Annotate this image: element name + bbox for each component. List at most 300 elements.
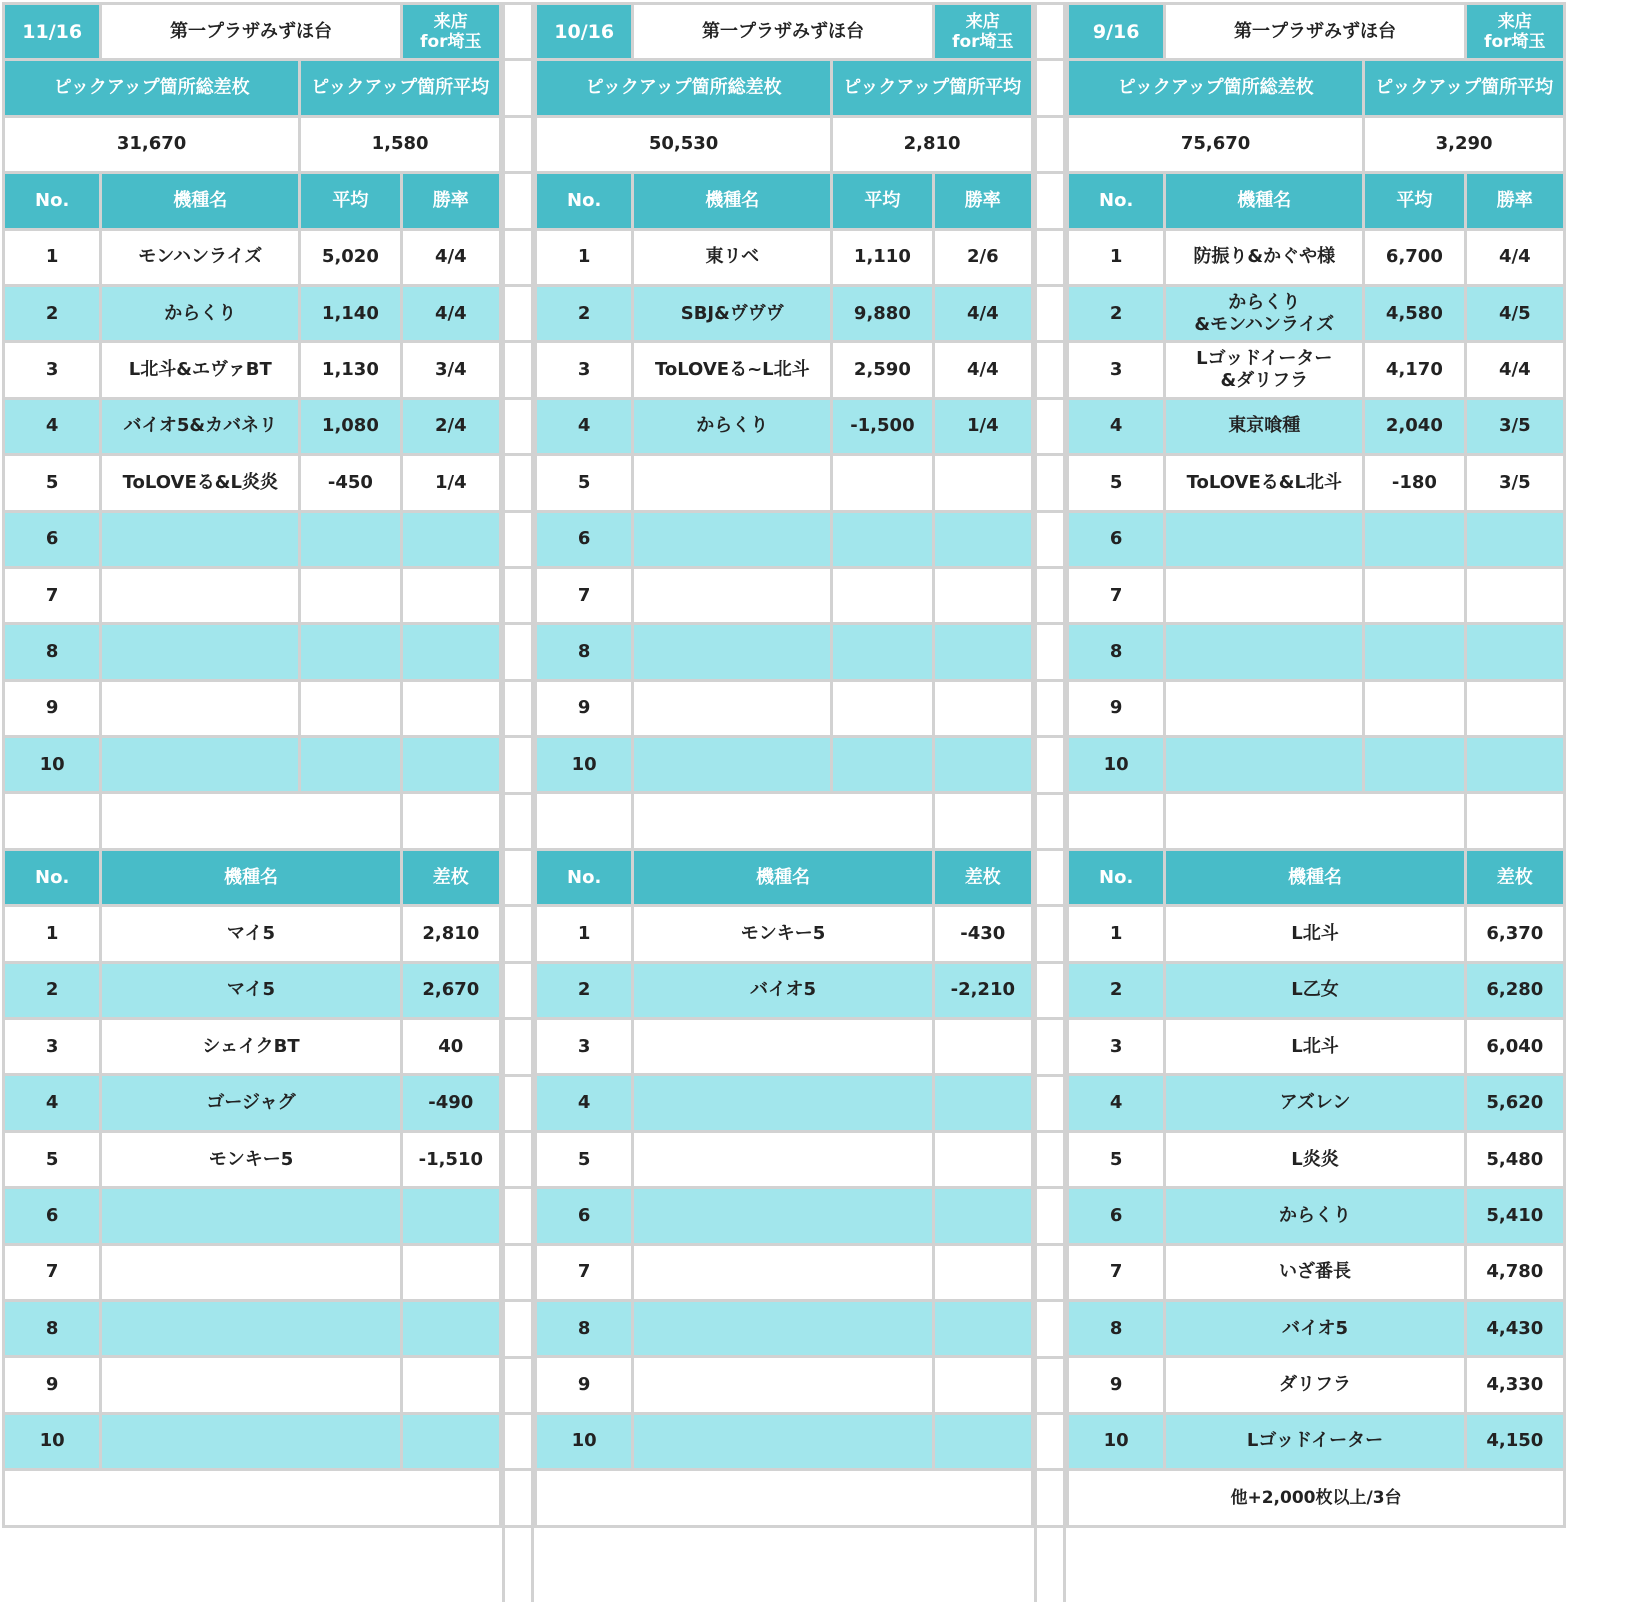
pickup-winrate [933, 511, 1032, 567]
pickup-no: 1 [4, 229, 101, 285]
pickup-row [536, 511, 1033, 567]
machine-no: 3 [536, 1019, 633, 1075]
pickup-no: 9 [1068, 680, 1165, 736]
pickup-average [300, 567, 401, 623]
column-header-winrate: 勝率 [401, 173, 500, 229]
machine-diff: 5,410 [1465, 1188, 1564, 1244]
machine-diff: -430 [933, 906, 1032, 962]
footer-note [536, 1470, 1033, 1526]
pickup-average [832, 455, 933, 511]
machine-header-row [4, 849, 501, 905]
pickup-model-name: 東京喰種 [1165, 398, 1364, 454]
pickup-no: 2 [4, 285, 101, 341]
machine-model-name [633, 1300, 933, 1356]
pickup-no: 4 [536, 398, 633, 454]
gap-divider [505, 961, 531, 964]
total-label: ピックアップ箇所総差枚 [4, 60, 300, 116]
pickup-model-name [633, 737, 832, 793]
pickup-average [300, 511, 401, 567]
pickup-winrate [401, 737, 500, 793]
gap-divider [505, 566, 531, 569]
pickup-model-name [1165, 680, 1364, 736]
store-name: 第一プラザみずほ台 [1165, 4, 1465, 60]
date-cell: 10/16 [536, 4, 633, 60]
gap-divider [505, 1468, 531, 1471]
footer-row [536, 1470, 1033, 1526]
pickup-model-name [633, 680, 832, 736]
summary-value-row [1068, 116, 1565, 172]
pickup-no: 8 [1068, 624, 1165, 680]
pickup-row [4, 285, 501, 341]
gap-divider [505, 228, 531, 231]
gap-divider [1037, 510, 1063, 513]
pickup-row [1068, 342, 1565, 398]
gap-divider [505, 1186, 531, 1189]
pickup-row [1068, 624, 1565, 680]
machine-diff: 4,150 [1465, 1413, 1564, 1469]
machine-model-name [101, 1413, 401, 1469]
pickup-model-name: バイオ5&カバネリ [101, 398, 300, 454]
machine-row [536, 1244, 1033, 1300]
machine-diff [401, 1244, 500, 1300]
machine-model-name: L乙女 [1165, 962, 1465, 1018]
pickup-no: 3 [1068, 342, 1165, 398]
pickup-model-name: モンハンライズ [101, 229, 300, 285]
pickup-winrate [933, 567, 1032, 623]
gap-divider [1037, 1299, 1063, 1302]
footer-row [4, 1470, 501, 1526]
machine-no: 4 [536, 1075, 633, 1131]
machine-model-name [633, 1357, 933, 1413]
pickup-average: 2,590 [832, 342, 933, 398]
column-header-diff: 差枚 [1465, 849, 1564, 905]
pickup-row [4, 455, 501, 511]
machine-no: 3 [1068, 1019, 1165, 1075]
gap-divider [505, 340, 531, 343]
report-table [1066, 2, 1566, 1528]
column-header-model: 機種名 [633, 849, 933, 905]
column-header-no: No. [4, 849, 101, 905]
pickup-winrate [1465, 567, 1564, 623]
pickup-winrate: 3/5 [1465, 455, 1564, 511]
blank-cell [1068, 793, 1165, 849]
pickup-row [1068, 680, 1565, 736]
machine-row [536, 1188, 1033, 1244]
date-cell: 9/16 [1068, 4, 1165, 60]
pickup-winrate: 4/4 [401, 285, 500, 341]
pickup-row [4, 511, 501, 567]
gap-divider [1037, 679, 1063, 682]
machine-model-name: バイオ5 [1165, 1300, 1465, 1356]
machine-row [4, 1300, 501, 1356]
pickup-average: 5,020 [300, 229, 401, 285]
machine-row [4, 1019, 501, 1075]
pickup-row [536, 455, 1033, 511]
machine-model-name: Lゴッドイーター [1165, 1413, 1465, 1469]
pickup-winrate: 4/4 [933, 342, 1032, 398]
machine-model-name: モンキー5 [101, 1131, 401, 1187]
pickup-average: 4,580 [1364, 285, 1465, 341]
column-header-winrate: 勝率 [1465, 173, 1564, 229]
visit-line: for埼玉 [1484, 31, 1546, 52]
machine-row [536, 906, 1033, 962]
gap-divider [1037, 961, 1063, 964]
pickup-winrate: 4/4 [933, 285, 1032, 341]
machine-row [1068, 1357, 1565, 1413]
machine-no: 5 [1068, 1131, 1165, 1187]
column-header-avg: 平均 [300, 173, 401, 229]
pickup-average: 1,130 [300, 342, 401, 398]
summary-header-row [4, 60, 501, 116]
pickup-model-name [101, 737, 300, 793]
column-header-winrate: 勝率 [933, 173, 1032, 229]
column-header-no: No. [1068, 849, 1165, 905]
machine-row [4, 1357, 501, 1413]
pickup-average [832, 680, 933, 736]
machine-no: 10 [4, 1413, 101, 1469]
gap-divider [505, 171, 531, 174]
summary-header-row [1068, 60, 1565, 116]
footer-note: 他+2,000枚以上/3台 [1068, 1470, 1565, 1526]
machine-model-name: シェイクBT [101, 1019, 401, 1075]
title-row [4, 4, 501, 60]
pickup-row [536, 342, 1033, 398]
pickup-model-name [633, 567, 832, 623]
pickup-winrate: 3/4 [401, 342, 500, 398]
machine-header-row [536, 849, 1033, 905]
machine-model-name: マイ5 [101, 962, 401, 1018]
machine-model-name [101, 1188, 401, 1244]
machine-diff [933, 1300, 1032, 1356]
machine-row [536, 1357, 1033, 1413]
machine-row [536, 962, 1033, 1018]
machine-diff: 5,620 [1465, 1075, 1564, 1131]
total-value: 31,670 [4, 116, 300, 172]
machine-diff: 6,040 [1465, 1019, 1564, 1075]
average-value: 2,810 [832, 116, 1033, 172]
gap-divider [1037, 735, 1063, 738]
gap-divider [505, 1356, 531, 1359]
machine-model-name [633, 1075, 933, 1131]
pickup-winrate [1465, 680, 1564, 736]
visit-line: 来店 [965, 11, 1000, 32]
machine-no: 6 [1068, 1188, 1165, 1244]
pickup-row [4, 624, 501, 680]
machine-row [536, 1019, 1033, 1075]
machine-diff: 2,670 [401, 962, 500, 1018]
machine-diff: 6,280 [1465, 962, 1564, 1018]
machine-model-name [633, 1131, 933, 1187]
pickup-model-name: Lゴッドイーター &ダリフラ [1165, 342, 1364, 398]
blank-row [4, 793, 501, 849]
pickup-row [4, 229, 501, 285]
machine-no: 6 [536, 1188, 633, 1244]
pickup-average [300, 624, 401, 680]
pickup-no: 6 [1068, 511, 1165, 567]
summary-value-row [4, 116, 501, 172]
pickup-average [832, 737, 933, 793]
pickup-no: 8 [536, 624, 633, 680]
machine-diff [933, 1357, 1032, 1413]
gap-divider [505, 58, 531, 61]
gap-divider [505, 510, 531, 513]
column-header-model: 機種名 [101, 849, 401, 905]
machine-diff [933, 1188, 1032, 1244]
pickup-no: 7 [4, 567, 101, 623]
pickup-model-name [101, 624, 300, 680]
machine-diff: 4,330 [1465, 1357, 1564, 1413]
pickup-winrate: 4/5 [1465, 285, 1564, 341]
machine-diff: 6,370 [1465, 906, 1564, 962]
machine-model-name [101, 1244, 401, 1300]
machine-diff: 4,430 [1465, 1300, 1564, 1356]
gap-divider [505, 679, 531, 682]
pickup-model-name: ToLOVEる&L北斗 [1165, 455, 1364, 511]
gap-divider [1037, 228, 1063, 231]
machine-row [1068, 906, 1565, 962]
average-label: ピックアップ箇所平均 [1364, 60, 1565, 116]
machine-row [1068, 1300, 1565, 1356]
pickup-average: -450 [300, 455, 401, 511]
pickup-model-name [1165, 567, 1364, 623]
pickup-row [1068, 398, 1565, 454]
visit-tag [1465, 4, 1564, 60]
pickup-model-name: からくり [633, 398, 832, 454]
machine-no: 10 [1068, 1413, 1165, 1469]
machine-no: 7 [1068, 1244, 1165, 1300]
pickup-average: -1,500 [832, 398, 933, 454]
pickup-winrate: 4/4 [401, 229, 500, 285]
total-label: ピックアップ箇所総差枚 [536, 60, 832, 116]
pickup-average [1364, 680, 1465, 736]
machine-diff: -2,210 [933, 962, 1032, 1018]
gap-divider [1037, 1412, 1063, 1415]
machine-diff: 5,480 [1465, 1131, 1564, 1187]
pickup-average: 4,170 [1364, 342, 1465, 398]
gap-divider [1037, 904, 1063, 907]
pickup-model-name: 防振り&かぐや様 [1165, 229, 1364, 285]
pickup-no: 6 [536, 511, 633, 567]
column-header-no: No. [536, 173, 633, 229]
summary-value-row [536, 116, 1033, 172]
machine-no: 1 [1068, 906, 1165, 962]
blank-cell [633, 793, 933, 849]
machine-no: 1 [536, 906, 633, 962]
machine-diff [401, 1188, 500, 1244]
pickup-no: 4 [1068, 398, 1165, 454]
column-header-no: No. [536, 849, 633, 905]
machine-no: 8 [1068, 1300, 1165, 1356]
column-header-model: 機種名 [101, 173, 300, 229]
pickup-average: 9,880 [832, 285, 933, 341]
machine-diff: -1,510 [401, 1131, 500, 1187]
gap-divider [1037, 1130, 1063, 1133]
gap-divider [1037, 1186, 1063, 1189]
pickup-no: 3 [4, 342, 101, 398]
pickup-no: 9 [536, 680, 633, 736]
machine-model-name [633, 1019, 933, 1075]
pickup-model-name [633, 511, 832, 567]
gap-divider [1037, 1468, 1063, 1471]
pickup-row [1068, 455, 1565, 511]
pickup-average: 1,080 [300, 398, 401, 454]
gap-divider [505, 115, 531, 118]
machine-header-row [1068, 849, 1565, 905]
column-header-model: 機種名 [1165, 849, 1465, 905]
machine-no: 9 [1068, 1357, 1165, 1413]
machine-row [4, 1244, 501, 1300]
machine-model-name [101, 1300, 401, 1356]
pickup-average: 1,140 [300, 285, 401, 341]
average-value: 1,580 [300, 116, 501, 172]
pickup-model-name: ToLOVEる&L炎炎 [101, 455, 300, 511]
pickup-model-name [1165, 511, 1364, 567]
pickup-winrate: 1/4 [401, 455, 500, 511]
machine-diff [933, 1019, 1032, 1075]
gap-divider [1037, 566, 1063, 569]
machine-row [4, 962, 501, 1018]
machine-no: 3 [4, 1019, 101, 1075]
machine-row [1068, 1413, 1565, 1469]
blank-row [1068, 793, 1565, 849]
machine-row [4, 1188, 501, 1244]
pickup-row [536, 229, 1033, 285]
pickup-average: 2,040 [1364, 398, 1465, 454]
pickup-winrate [1465, 737, 1564, 793]
machine-no: 2 [4, 962, 101, 1018]
pickup-average [300, 737, 401, 793]
blank-row [536, 793, 1033, 849]
pickup-no: 5 [536, 455, 633, 511]
pickup-no: 2 [536, 285, 633, 341]
pickup-row [1068, 285, 1565, 341]
pickup-no: 5 [4, 455, 101, 511]
gap-divider [1037, 340, 1063, 343]
pickup-winrate: 3/5 [1465, 398, 1564, 454]
blank-cell [1165, 793, 1465, 849]
report-table [534, 2, 1034, 1528]
pickup-no: 6 [4, 511, 101, 567]
gap-divider [505, 735, 531, 738]
pickup-average [1364, 567, 1465, 623]
title-row [1068, 4, 1565, 60]
pickup-winrate [401, 567, 500, 623]
machine-model-name [633, 1413, 933, 1469]
pickup-winrate [1465, 511, 1564, 567]
report-panel-0 [2, 2, 502, 1528]
gap-divider [1037, 1017, 1063, 1020]
pickup-row [536, 567, 1033, 623]
pickup-no: 2 [1068, 285, 1165, 341]
machine-row [1068, 1244, 1565, 1300]
pickup-row [4, 680, 501, 736]
machine-model-name: L炎炎 [1165, 1131, 1465, 1187]
machine-model-name [633, 1188, 933, 1244]
pickup-model-name [1165, 624, 1364, 680]
pickup-no: 1 [1068, 229, 1165, 285]
machine-no: 9 [4, 1357, 101, 1413]
blank-cell [536, 793, 633, 849]
average-label: ピックアップ箇所平均 [832, 60, 1033, 116]
machine-diff: 2,810 [401, 906, 500, 962]
pickup-no: 1 [536, 229, 633, 285]
pickup-no: 7 [536, 567, 633, 623]
column-header-no: No. [4, 173, 101, 229]
pickup-header-row [1068, 173, 1565, 229]
pickup-average [832, 624, 933, 680]
machine-no: 4 [1068, 1075, 1165, 1131]
pickup-model-name [101, 511, 300, 567]
pickup-average: -180 [1364, 455, 1465, 511]
average-value: 3,290 [1364, 116, 1565, 172]
footer-note [4, 1470, 501, 1526]
pickup-average: 1,110 [832, 229, 933, 285]
pickup-model-name [1165, 737, 1364, 793]
pickup-winrate: 4/4 [1465, 342, 1564, 398]
gap-divider [505, 1299, 531, 1302]
gap-divider [505, 453, 531, 456]
report-panel-1 [534, 2, 1034, 1528]
machine-diff [401, 1300, 500, 1356]
gap-divider [505, 2, 531, 5]
pickup-no: 8 [4, 624, 101, 680]
gap-divider [1037, 1243, 1063, 1246]
pickup-winrate [401, 680, 500, 736]
pickup-average [1364, 737, 1465, 793]
blank-cell [101, 793, 401, 849]
pickup-row [1068, 737, 1565, 793]
gap-divider [1037, 2, 1063, 5]
visit-tag [933, 4, 1032, 60]
machine-model-name: ゴージャグ [101, 1075, 401, 1131]
machine-model-name [633, 1244, 933, 1300]
machine-model-name: モンキー5 [633, 906, 933, 962]
gap-divider [1037, 792, 1063, 795]
pickup-winrate: 2/4 [401, 398, 500, 454]
machine-row [536, 1413, 1033, 1469]
gap-divider [505, 284, 531, 287]
machine-model-name [101, 1357, 401, 1413]
total-value: 50,530 [536, 116, 832, 172]
pickup-winrate [1465, 624, 1564, 680]
machine-model-name: ダリフラ [1165, 1357, 1465, 1413]
pickup-winrate: 2/6 [933, 229, 1032, 285]
pickup-model-name: からくり [101, 285, 300, 341]
pickup-model-name: SBJ&ヴヴヴ [633, 285, 832, 341]
machine-row [536, 1075, 1033, 1131]
pickup-model-name [101, 680, 300, 736]
pickup-model-name: L北斗&エヴァBT [101, 342, 300, 398]
pickup-model-name: 東リベ [633, 229, 832, 285]
pickup-no: 10 [536, 737, 633, 793]
blank-cell [1465, 793, 1564, 849]
gap-divider [505, 904, 531, 907]
machine-no: 5 [536, 1131, 633, 1187]
machine-row [1068, 1019, 1565, 1075]
pickup-no: 4 [4, 398, 101, 454]
machine-no: 2 [1068, 962, 1165, 1018]
pickup-winrate [933, 455, 1032, 511]
machine-no: 1 [4, 906, 101, 962]
machine-no: 5 [4, 1131, 101, 1187]
machine-no: 8 [536, 1300, 633, 1356]
panel-gap [1034, 2, 1066, 1602]
summary-header-row [536, 60, 1033, 116]
gap-divider [505, 848, 531, 851]
pickup-model-name [101, 567, 300, 623]
column-header-model: 機種名 [633, 173, 832, 229]
machine-model-name: からくり [1165, 1188, 1465, 1244]
